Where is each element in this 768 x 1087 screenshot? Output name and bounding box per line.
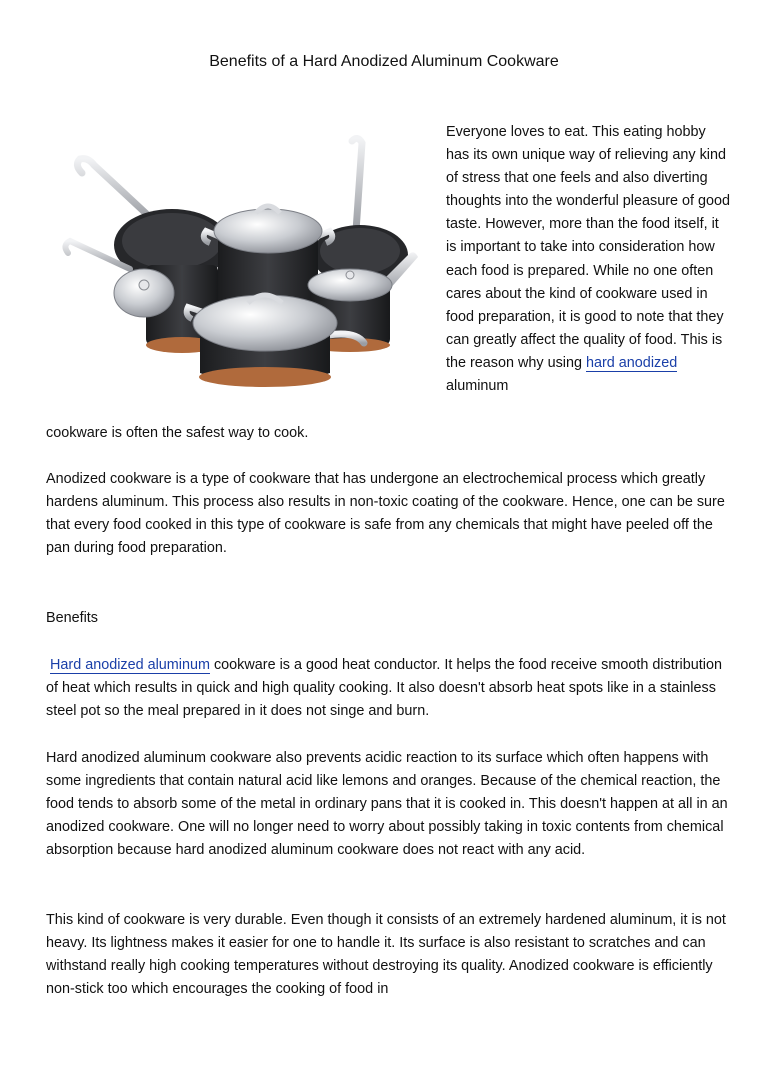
intro-paragraph [446,121,731,398]
benefit-heat-conductor-paragraph [46,654,736,723]
benefits-heading: Benefits [46,610,98,626]
intro-continuation: cookware is often the safest way to cook. [46,425,309,441]
benefit-acid-paragraph: Hard anodized aluminum cookware also prevents acidic reaction to its surface which often happens with some ingredients that contain natural acid like lemons and oranges. Because of the chemical reaction, the food tends to absorb some of the metal in ordinary pans that it is cooked in. This doesn't happen at all in an anodized cookware. One will no longer need to worry about possibly taking in toxic contents from chemical absorption because hard anodized aluminum cookware does not react with any acid. [46,750,728,859]
benefit-1-text: cookware is a good heat conductor. It helps the food receive smooth distribution of heat which results in quick and high quality cooking. It also doesn't absorb heat spots like in a stainless steel pot so the meal prepared in it does not singe and burn. [46,657,722,720]
intro-lead-text: Everyone loves to eat. This eating hobby has its own unique way of relieving any kind of stress that one feels and also diverting thoughts into the wonderful pleasure of good taste. However, more than the food itself, it is important to take into consideration how each food is prepared. While no one often cares about the kind of cookware used in food preparation, it is good to note that they can greatly affect the quality of food. This is the reason why using [446,124,731,371]
document-title: Benefits of a Hard Anodized Aluminum Cookware [209,53,559,70]
anodized-definition-paragraph: Anodized cookware is a type of cookware that has undergone an electrochemical process which greatly hardens aluminum. This process also results in non-toxic coating of the cookware. Hence, one can be sure that every food cooked in this type of cookware is safe from any chemicals that might have peeled off the pan during food preparation. [46,471,725,557]
benefit-durable-paragraph: This kind of cookware is very durable. Even though it consists of an extremely hardened aluminum, it is not heavy. Its lightness makes it easier for one to handle it. Its surface is also resistant to scratches and can withstand really high cooking temperatures without destroying its quality. Anodized cookware is efficiently non-stick too which encourages the cooking of food in [46,912,726,998]
cookware-set-photo [60,135,430,400]
hard-anodized-aluminum-link[interactable]: Hard anodized aluminum [50,657,210,673]
intro-tail-text: aluminum [446,378,509,395]
hard-anodized-link[interactable]: hard anodized [586,354,678,371]
